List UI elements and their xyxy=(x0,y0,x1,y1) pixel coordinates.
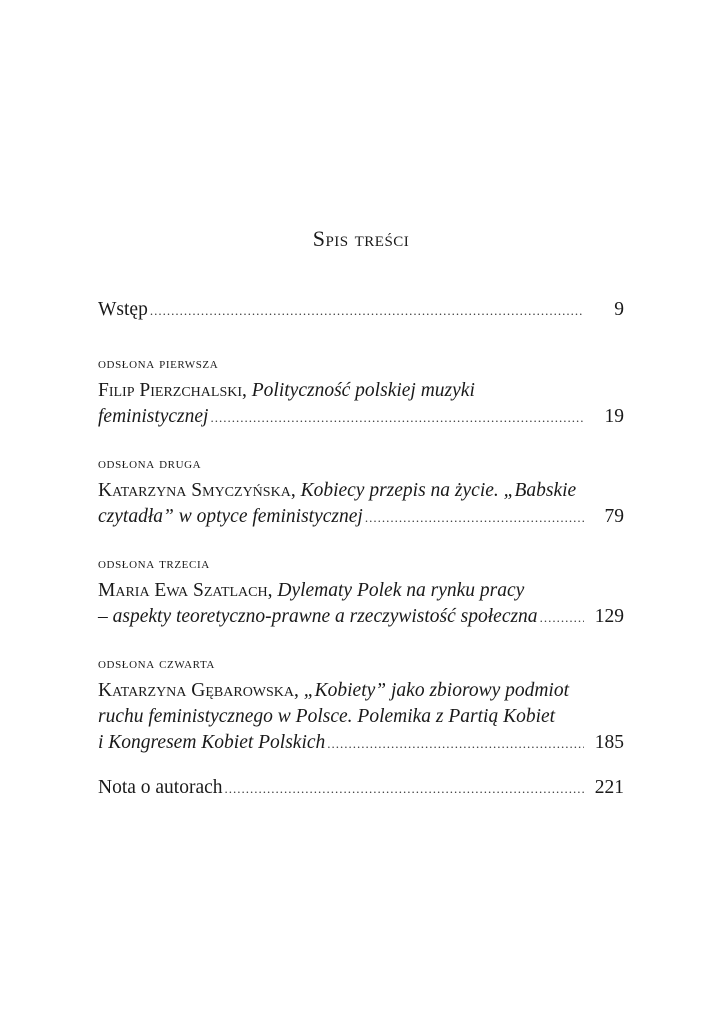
toc-entry-section-2[interactable] xyxy=(98,454,624,531)
section-label: odsłona trzecia xyxy=(98,556,210,572)
author-name: Maria Ewa Szatlach xyxy=(98,580,268,601)
dot-leader xyxy=(150,298,584,324)
chapter-title-line-1: Polityczność polskiej muzyki xyxy=(251,380,475,401)
entry-label: Nota o autorach xyxy=(98,777,223,798)
chapter-title-line-2: – aspekty teoretyczno-prawne a rzeczywistość społeczna xyxy=(98,606,538,627)
chapter-title-line-1: Dylematy Polek na rynku pracy xyxy=(277,580,525,601)
toc-entry-notes[interactable] xyxy=(98,775,624,802)
page-number: 221 xyxy=(594,777,624,798)
page-number: 79 xyxy=(604,506,624,527)
chapter-title-line-2: czytadła” w optyce feministycznej xyxy=(98,506,363,527)
dot-leader xyxy=(210,405,584,431)
page-number: 185 xyxy=(594,732,624,753)
entry-label: Wstęp xyxy=(98,299,148,320)
page-number: 9 xyxy=(614,299,624,320)
toc-entry-section-1[interactable] xyxy=(98,354,624,431)
page-number: 19 xyxy=(604,406,624,427)
author-name: Katarzyna Smyczyńska xyxy=(98,480,291,501)
section-label: odsłona druga xyxy=(98,456,202,472)
chapter-title-line-2: ruchu feministycznego w Polsce. Polemika z Partią Kobiet xyxy=(98,706,556,727)
toc-entry-section-4[interactable] xyxy=(98,654,624,757)
dot-leader xyxy=(540,605,584,631)
page-number: 129 xyxy=(594,606,624,627)
section-label: odsłona czwarta xyxy=(98,656,215,672)
toc-entry-intro[interactable] xyxy=(98,297,624,324)
separator: , xyxy=(242,380,252,401)
chapter-title-line-3: i Kongresem Kobiet Polskich xyxy=(98,732,326,753)
chapter-title-line-1: „Kobiety” jako zbiorowy podmiot xyxy=(303,680,570,701)
dot-leader xyxy=(225,776,584,802)
toc-entry-section-3[interactable] xyxy=(98,554,624,631)
section-label: odsłona pierwsza xyxy=(98,356,219,372)
dot-leader xyxy=(365,505,584,531)
chapter-title-line-2: feministycznej xyxy=(98,406,209,427)
page-title: Spis treści xyxy=(312,226,410,251)
separator: , xyxy=(290,480,301,501)
separator: , xyxy=(267,580,278,601)
chapter-title-line-1: Kobiecy przepis na życie. „Babskie xyxy=(300,480,577,501)
dot-leader xyxy=(327,731,584,757)
separator: , xyxy=(294,680,304,701)
author-name: Katarzyna Gębarowska xyxy=(98,680,295,701)
author-name: Filip Pierzchalski xyxy=(98,380,242,401)
